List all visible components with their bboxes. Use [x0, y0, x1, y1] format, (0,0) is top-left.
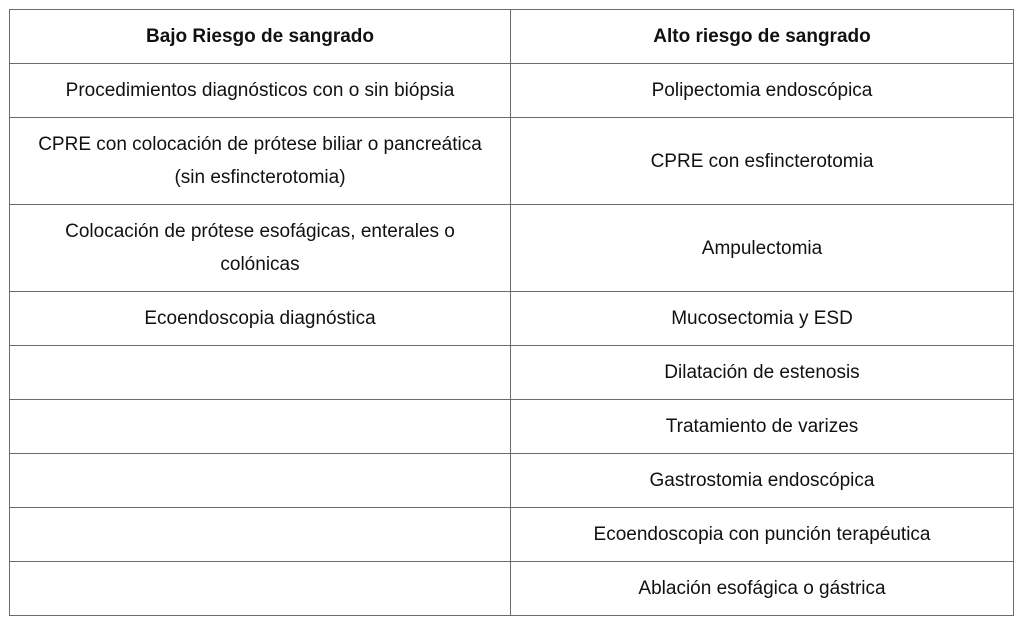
table-row [10, 346, 1014, 400]
header-high-risk: Alto riesgo de sangrado [511, 10, 1014, 64]
high-risk-cell: Mucosectomia y ESD [511, 292, 1014, 346]
table-row [10, 400, 1014, 454]
header-low-risk: Bajo Riesgo de sangrado [10, 10, 511, 64]
table-row [10, 205, 1014, 292]
high-risk-cell: Dilatación de estenosis [511, 346, 1014, 400]
low-risk-cell [10, 562, 511, 616]
table-row [10, 508, 1014, 562]
low-risk-cell: Procedimientos diagnósticos con o sin biópsia [10, 64, 511, 118]
high-risk-cell: Ablación esofágica o gástrica [511, 562, 1014, 616]
low-risk-cell [10, 400, 511, 454]
high-risk-cell: Gastrostomia endoscópica [511, 454, 1014, 508]
high-risk-cell: CPRE con esfincterotomia [511, 118, 1014, 205]
low-risk-cell [10, 508, 511, 562]
low-risk-cell: CPRE con colocación de prótese biliar o pancreática (sin esfincterotomia) [10, 118, 511, 205]
bleeding-risk-table [9, 9, 1014, 616]
table-row [10, 562, 1014, 616]
low-risk-cell: Colocación de prótese esofágicas, enterales o colónicas [10, 205, 511, 292]
low-risk-cell [10, 454, 511, 508]
table-row [10, 292, 1014, 346]
high-risk-cell: Polipectomia endoscópica [511, 64, 1014, 118]
bleeding-risk-table-container [9, 9, 1013, 616]
table-row [10, 64, 1014, 118]
high-risk-cell: Ecoendoscopia con punción terapéutica [511, 508, 1014, 562]
high-risk-cell: Tratamiento de varizes [511, 400, 1014, 454]
low-risk-cell: Ecoendoscopia diagnóstica [10, 292, 511, 346]
table-header-row [10, 10, 1014, 64]
low-risk-cell [10, 346, 511, 400]
high-risk-cell: Ampulectomia [511, 205, 1014, 292]
table-row [10, 118, 1014, 205]
table-row [10, 454, 1014, 508]
